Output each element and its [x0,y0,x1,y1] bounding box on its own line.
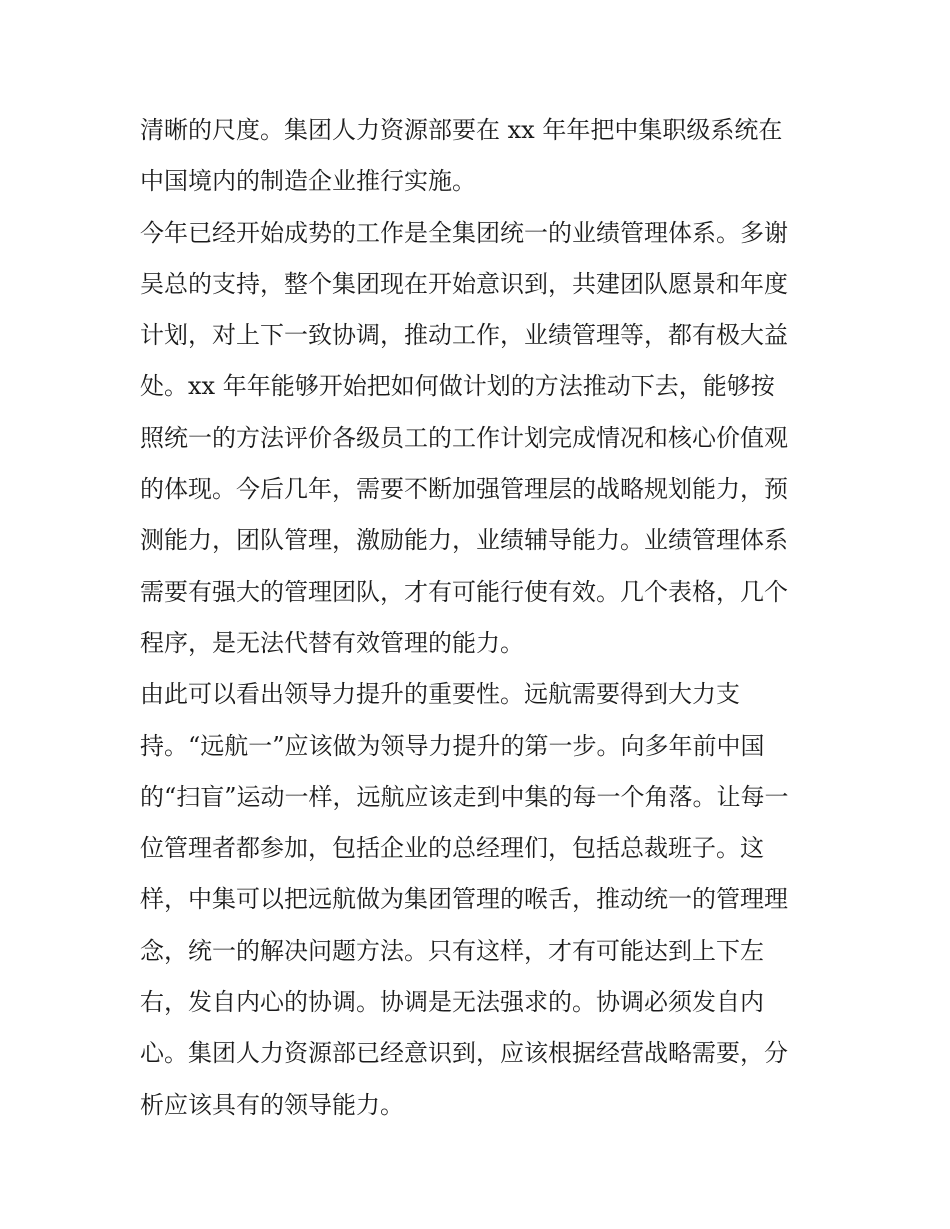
text-line: 照统一的方法评价各级员工的工作计划完成情况和核心价值观 [140,423,788,452]
text-line: 持。“远航一”应该做为领导力提升的第一步。向多年前中国 [140,731,765,760]
text-line: 的“扫盲”运动一样，远航应该走到中集的每一个角落。让每一 [140,782,789,811]
text-line: 需要有强大的管理团队，才有可能行使有效。几个表格，几个 [140,577,788,606]
text-line: 计划，对上下一致协调，推动工作，业绩管理等，都有极大益 [140,321,788,350]
text-line: 位管理者都参加，包括企业的总经理们，包括总裁班子。这 [140,834,764,863]
text-line: 测能力，团队管理，激励能力，业绩辅导能力。业绩管理体系 [140,526,788,555]
text-line: 程序，是无法代替有效管理的能力。 [140,628,524,657]
text-line: 的体现。今后几年，需要不断加强管理层的战略规划能力，预 [140,475,788,504]
body-text [140,105,820,1131]
text-line: 处。xx 年年能够开始把如何做计划的方法推动下去，能够按 [140,372,775,401]
text-line: 中国境内的制造企业推行实施。 [140,167,476,196]
text-line: 右，发自内心的协调。协调是无法强求的。协调必须发自内 [140,988,764,1017]
text-line: 念，统一的解决问题方法。只有这样，才有可能达到上下左 [140,936,764,965]
text-line: 析应该具有的领导能力。 [140,1090,404,1119]
text-line: 样，中集可以把远航做为集团管理的喉舌，推动统一的管理理 [140,885,788,914]
text-line: 由此可以看出领导力提升的重要性。远航需要得到大力支 [140,680,740,709]
text-line: 清晰的尺度。集团人力资源部要在 xx 年年把中集职级系统在 [140,116,783,144]
text-line: 吴总的支持，整个集团现在开始意识到，共建团队愿景和年度 [140,269,788,298]
text-line: 心。集团人力资源部已经意识到，应该根据经营战略需要，分 [140,1039,788,1068]
text-line: 今年已经开始成势的工作是全集团统一的业绩管理体系。多谢 [140,218,788,247]
